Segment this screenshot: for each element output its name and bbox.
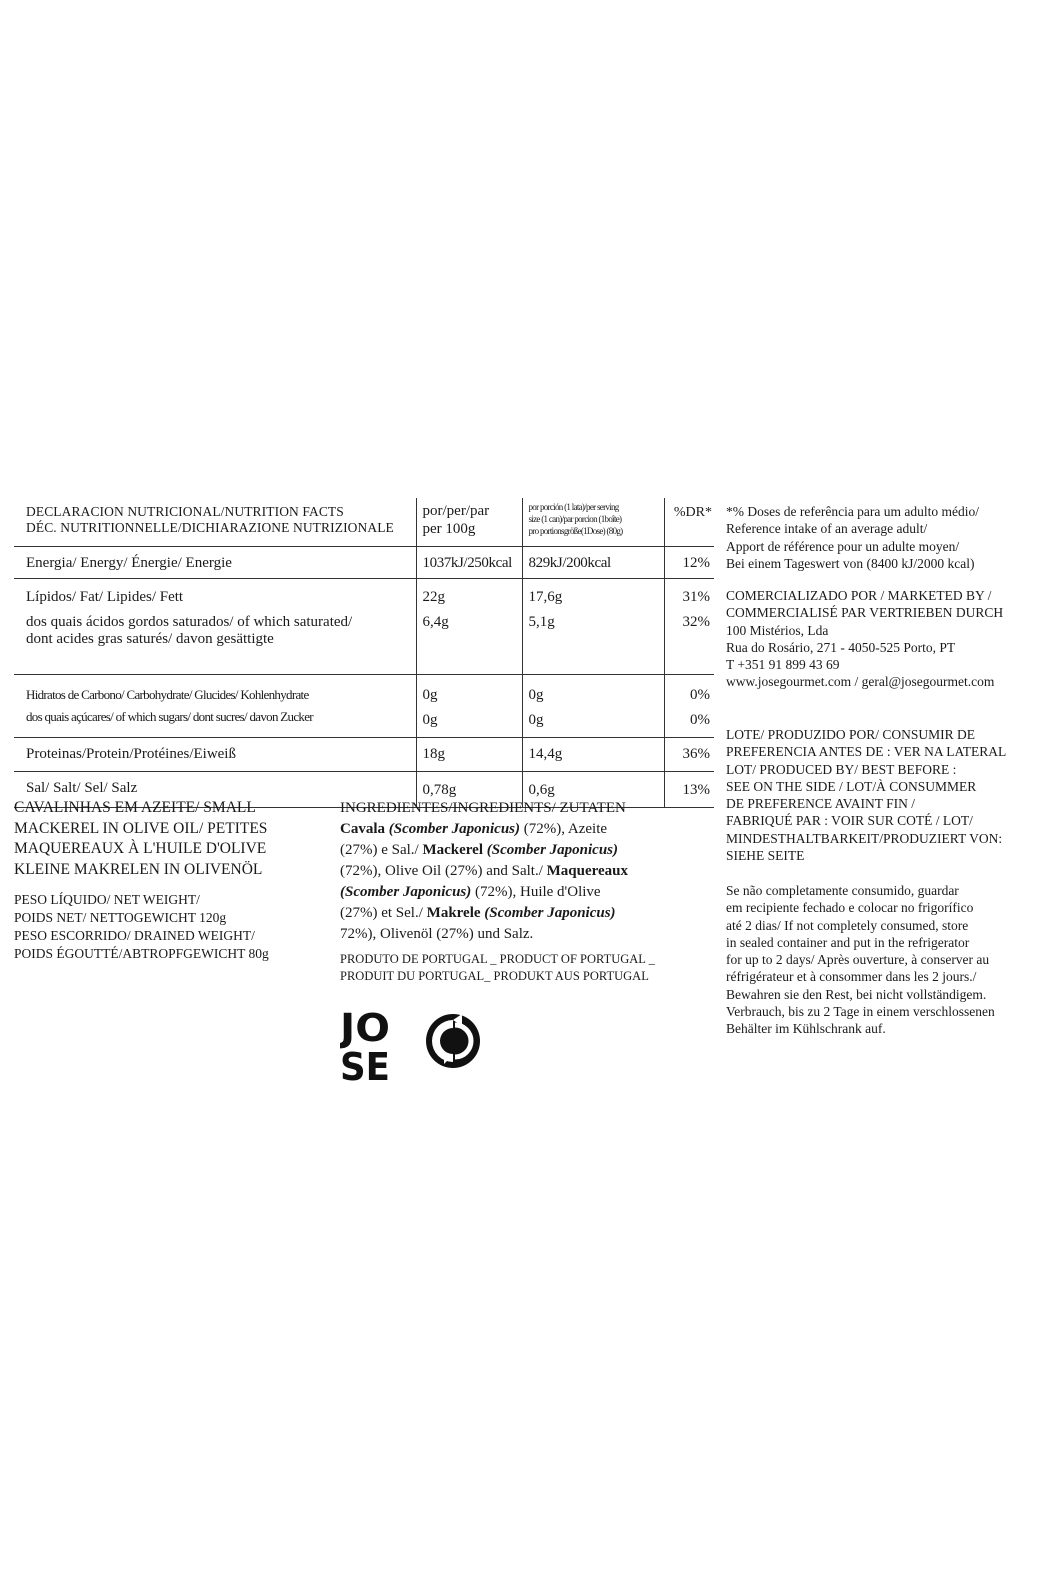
marketed-line1: COMERCIALIZADO POR / MARKETED BY / xyxy=(726,588,992,603)
ingredient-fr-rest1: (72%), Huile d'Olive xyxy=(471,884,601,900)
reference-line1: *% Doses de referência para um adulto médio/ xyxy=(726,504,980,519)
recycle-symbol-icon xyxy=(424,1012,482,1070)
product-line3: MAQUEREAUX À L'HUILE D'OLIVE xyxy=(14,840,267,857)
ingredient-en-name: Mackerel xyxy=(422,842,484,858)
storage-line4: in sealed container and put in the refrigerator xyxy=(726,934,970,950)
protein-dr: 36% xyxy=(664,738,714,772)
protein-per100: 18g xyxy=(416,738,522,772)
fat-label: Lípidos/ Fat/ Lipides/ Fett xyxy=(26,589,184,605)
jose-logo-icon xyxy=(340,1006,390,1082)
origin-block xyxy=(340,951,680,985)
marketed-line2: COMMERCIALISÉ PAR VERTRIEBEN DURCH xyxy=(726,605,1004,621)
ingredient-species-pt: (Scomber Japonicus) xyxy=(388,821,520,837)
ingredient-de-rest1: 72%), Olivenöl (27%) und Salz. xyxy=(340,926,534,942)
lot-block xyxy=(726,726,1046,864)
storage-instructions xyxy=(726,882,1046,1038)
ingredient-de-name: Makrele xyxy=(426,905,481,921)
nutrition-header-row xyxy=(14,498,714,547)
weights-line4: POIDS ÉGOUTTÉ/ABTROPFGEWICHT 80g xyxy=(14,946,269,961)
reference-line4: Bei einem Tageswert von (8400 kJ/2000 kcal) xyxy=(726,555,975,571)
serving-header-line2: size (1 can)/par porcion (1boîte) xyxy=(528,514,622,524)
salt-serving: 0,6g xyxy=(522,772,664,808)
sugars-label: dos quais açúcares/ of which sugars/ dont sucres/ davon Zucker xyxy=(26,709,313,724)
dr-header: %DR* xyxy=(664,498,714,547)
ingredient-pt-rest2: (27%) e Sal./ xyxy=(340,842,423,858)
salt-label: Sal/ Salt/ Sel/ Salz xyxy=(14,772,416,808)
salt-per100: 0,78g xyxy=(416,772,522,808)
ingredients-title: INGREDIENTES/INGREDIENTS/ ZUTATEN xyxy=(340,800,626,816)
nutrition-title-line1: DECLARACION NUTRICIONAL/NUTRITION FACTS xyxy=(26,504,344,519)
lot-line3: LOT/ PRODUCED BY/ BEST BEFORE : xyxy=(726,761,957,777)
company-web: www.josegourmet.com / geral@josegourmet.com xyxy=(726,674,995,690)
ingredient-en-rest1: (72%), Olive Oil (27%) and Salt./ xyxy=(340,863,547,879)
storage-line6: réfrigérateur et à consommer dans les 2 jours./ xyxy=(726,969,977,985)
storage-line7: Bewahren sie den Rest, bei nicht vollständigem. xyxy=(726,986,987,1002)
lot-line7: MINDESTHALTBARKEIT/PRODUZIERT VON: xyxy=(726,830,1003,846)
ingredient-fr-name: Maquereaux xyxy=(546,863,629,879)
carbs-dr: 0% xyxy=(690,687,710,703)
green-dot-recycling-icon xyxy=(424,1012,482,1070)
lot-line8: SIEHE SEITE xyxy=(726,848,805,864)
saturated-label-line1: dos quais ácidos gordos saturados/ of which saturated/ xyxy=(26,614,353,630)
company-phone: T +351 91 899 43 69 xyxy=(726,657,840,673)
nutrition-title-line2: DÉC. NUTRITIONNELLE/DICHIARAZIONE NUTRIZIONALE xyxy=(26,520,394,535)
carbs-per100: 0g xyxy=(422,687,438,703)
product-name xyxy=(14,798,319,880)
sugars-per100: 0g xyxy=(422,712,438,728)
fat-dr: 31% xyxy=(682,589,710,605)
logo-se-text: SE xyxy=(340,1045,390,1082)
ingredient-pt-name: Cavala xyxy=(340,821,385,837)
ingredient-species-de: (Scomber Japonicus) xyxy=(484,905,616,921)
sugars-dr: 0% xyxy=(690,712,710,728)
saturated-dr: 32% xyxy=(682,614,710,630)
ingredient-species-en: (Scomber Japonicus) xyxy=(486,842,619,858)
storage-line1: Se não completamente consumido, guardar xyxy=(726,883,959,898)
weights-block xyxy=(14,891,319,963)
fat-per100: 22g xyxy=(422,589,445,605)
carbs-serving: 0g xyxy=(528,687,544,703)
saturated-label-line2: dont acides gras saturés/ davon gesättigte xyxy=(26,631,274,647)
company-name: 100 Mistérios, Lda xyxy=(726,622,829,638)
reference-line2: Reference intake of an average adult/ xyxy=(726,521,928,537)
logo-jo-text: JO xyxy=(340,1006,390,1050)
energy-serving: 829kJ/200kcal xyxy=(522,547,664,579)
protein-serving: 14,4g xyxy=(522,738,664,772)
jose-brand-logo xyxy=(340,1006,390,1082)
reference-line3: Apport de référence pour un adulte moyen/ xyxy=(726,538,960,554)
protein-row xyxy=(14,738,714,772)
serving-header-line3: pro portionsgröße(1Dose) (80g) xyxy=(528,526,623,536)
ingredient-pt-rest1: (72%), Azeite xyxy=(520,821,608,837)
salt-dr: 13% xyxy=(664,772,714,808)
serving-header-line1: por porción (1 lata)/per serving xyxy=(528,502,619,512)
lot-line2: PREFERENCIA ANTES DE : VER NA LATERAL xyxy=(726,744,1007,760)
weights-line2: POIDS NET/ NETTOGEWICHT 120g xyxy=(14,910,227,925)
lot-line6: FABRIQUÉ PAR : VOIR SUR COTÉ / LOT/ xyxy=(726,813,973,829)
reference-intake-note xyxy=(726,503,1046,572)
saturated-serving: 5,1g xyxy=(528,614,555,630)
ingredient-fr-rest2: (27%) et Sel./ xyxy=(340,905,427,921)
ingredient-species-fr: (Scomber Japonicus) xyxy=(340,884,472,900)
lot-line1: LOTE/ PRODUZIDO POR/ CONSUMIR DE xyxy=(726,727,976,742)
storage-line5: for up to 2 days/ Après ouverture, à conserver au xyxy=(726,952,990,968)
sugars-serving: 0g xyxy=(528,712,544,728)
saturated-per100: 6,4g xyxy=(422,614,449,630)
lot-line5: DE PREFERENCE AVAINT FIN / xyxy=(726,796,916,812)
per100-header-line2: per 100g xyxy=(422,521,476,537)
energy-row xyxy=(14,547,714,579)
fat-row xyxy=(14,579,714,675)
energy-per100: 1037kJ/250kcal xyxy=(416,547,522,579)
energy-label: Energia/ Energy/ Énergie/ Energie xyxy=(14,547,416,579)
origin-line2: PRODUIT DU PORTUGAL_ PRODUKT AUS PORTUGAL xyxy=(340,969,649,983)
company-address: Rua do Rosário, 271 - 4050-525 Porto, PT xyxy=(726,639,956,655)
lot-line4: SEE ON THE SIDE / LOT/À CONSUMMER xyxy=(726,778,977,794)
carbs-label: Hidratos de Carbono/ Carbohydrate/ Glucides/ Kohlenhydrate xyxy=(26,687,309,702)
nutrition-table xyxy=(14,498,714,808)
storage-line2: em recipiente fechado e colocar no frigorífico xyxy=(726,900,974,916)
fat-serving: 17,6g xyxy=(528,589,563,605)
protein-label: Proteinas/Protein/Protéines/Eiweiß xyxy=(14,738,416,772)
storage-line3: até 2 dias/ If not completely consumed, store xyxy=(726,917,969,933)
storage-line9: Behälter im Kühlschrank auf. xyxy=(726,1021,886,1037)
energy-dr: 12% xyxy=(664,547,714,579)
product-line1: CAVALINHAS EM AZEITE/ SMALL xyxy=(14,799,256,816)
storage-line8: Verbrauch, bis zu 2 Tage in einem verschlossenen xyxy=(726,1004,995,1020)
carbs-row xyxy=(14,675,714,738)
per100-header-line1: por/per/par xyxy=(422,503,490,519)
ingredients-block xyxy=(340,798,680,945)
weights-line1: PESO LÍQUIDO/ NET WEIGHT/ xyxy=(14,892,200,907)
origin-line1: PRODUTO DE PORTUGAL _ PRODUCT OF PORTUGAL _ xyxy=(340,952,655,966)
product-line4: KLEINE MAKRELEN IN OLIVENÖL xyxy=(14,860,263,878)
product-line2: MACKEREL IN OLIVE OIL/ PETITES xyxy=(14,819,268,837)
marketed-by-block xyxy=(726,587,1046,691)
weights-line3: PESO ESCORRIDO/ DRAINED WEIGHT/ xyxy=(14,928,255,943)
